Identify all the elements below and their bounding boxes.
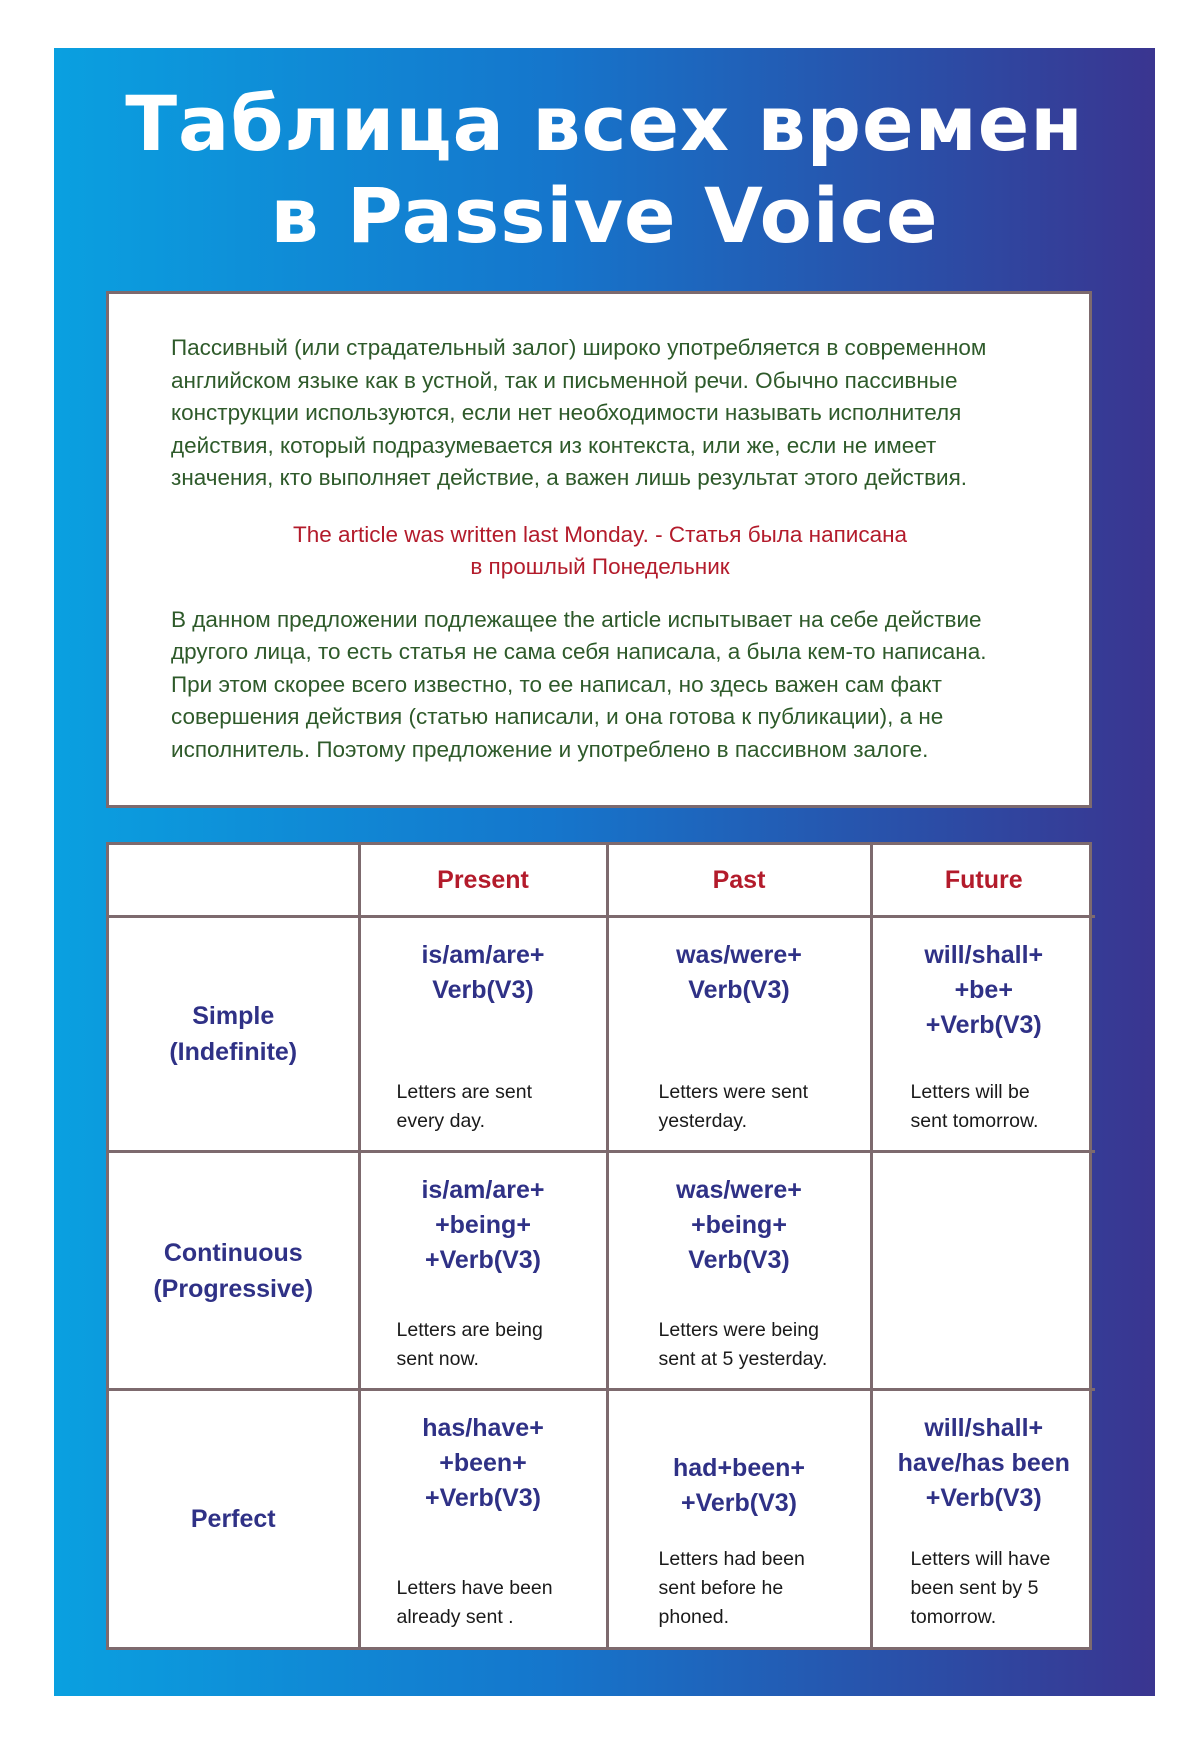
example-line: phoned. xyxy=(658,1605,729,1628)
example-line: sent before he xyxy=(658,1576,784,1599)
formula-line: +been+ xyxy=(439,1449,527,1477)
example-line: already sent . xyxy=(396,1605,514,1628)
cell-simple-present xyxy=(359,917,607,1152)
example xyxy=(397,1078,533,1136)
cell-content xyxy=(361,918,606,1150)
row-label-perfect xyxy=(109,1390,359,1648)
example-line: Letters are sent xyxy=(396,1081,532,1103)
cell-content xyxy=(873,1391,1096,1646)
formula-line: Verb(V3) xyxy=(688,976,790,1004)
formula-line: +being+ xyxy=(691,1211,787,1239)
example xyxy=(659,1316,828,1374)
formula-line: has/have+ xyxy=(422,1414,544,1442)
formula xyxy=(361,1153,606,1278)
example-sentence xyxy=(171,519,1029,584)
example-line: been sent by 5 xyxy=(910,1576,1039,1599)
cell-perfect-present xyxy=(359,1390,607,1648)
formula-line: +Verb(V3) xyxy=(424,1484,542,1512)
cell-simple-past xyxy=(607,917,871,1152)
formula-line: was/were+ xyxy=(676,941,802,969)
cell-content xyxy=(609,1153,870,1388)
example-line: Letters will be xyxy=(910,1081,1030,1103)
formula-line: +Verb(V3) xyxy=(424,1246,542,1274)
formula-line: +be+ xyxy=(954,976,1013,1004)
page-title xyxy=(54,78,1155,262)
title-line-1: Таблица всех времен xyxy=(125,79,1084,168)
tense-table-grid xyxy=(109,845,1095,1647)
tense-table xyxy=(106,842,1092,1650)
example xyxy=(911,1078,1039,1136)
table-row-perfect xyxy=(109,1390,1095,1648)
example-line-1: The article was written last Monday. - Статья была написана xyxy=(292,521,908,547)
intro-paragraph-2: В данном предложении подлежащее the article испытывает на себе действие другого лица, то есть статья не сама себя написала, а была кем-то написана. При этом скорее всего известно, то ее написал, но здесь важен сам факт совершения действия (статью написали, и она готова к публикации), а не исполнитель. Поэтому предложение и употреблено в пассивном залоге. xyxy=(171,606,987,762)
intro-paragraph-1: Пассивный (или страдательный залог) широко употребляется в современном английском языке как в устной, так и письменной речи. Обычно пассивные конструкции используются, если нет необходимости называть исполнителя действия, который подразумевается из контекста, или же, если не имеет значения, кто выполняет действие, а важен лишь результат этого действия. xyxy=(171,335,987,490)
formula xyxy=(873,918,1096,1043)
cell-continuous-past xyxy=(607,1152,871,1390)
row-label-simple xyxy=(109,917,359,1152)
formula-line: was/were+ xyxy=(676,1176,802,1204)
example-line: sent at 5 yesterday. xyxy=(658,1348,828,1370)
example-line: every day. xyxy=(396,1110,486,1132)
formula-line: +Verb(V3) xyxy=(925,1011,1042,1039)
header-past: Past xyxy=(607,845,871,917)
header-present: Present xyxy=(359,845,607,917)
example xyxy=(397,1316,543,1374)
row-label-line: (Indefinite) xyxy=(169,1038,298,1066)
cell-content xyxy=(361,1153,606,1388)
formula-line: Verb(V3) xyxy=(688,1246,790,1274)
cell-perfect-future xyxy=(871,1390,1095,1648)
intro-box xyxy=(106,291,1092,808)
example-line: Letters were sent xyxy=(658,1081,809,1103)
formula xyxy=(361,1391,606,1516)
formula xyxy=(873,1153,1096,1173)
title-line-2: в Passive Voice xyxy=(270,171,939,260)
formula-line: +Verb(V3) xyxy=(680,1489,798,1517)
poster xyxy=(54,48,1155,1696)
cell-continuous-present xyxy=(359,1152,607,1390)
example-line: Letters will have xyxy=(910,1547,1051,1570)
row-label-line: Perfect xyxy=(190,1505,276,1533)
example-line: sent tomorrow. xyxy=(910,1110,1039,1132)
formula-line: is/am/are+ xyxy=(421,941,545,969)
formula-line: will/shall+ xyxy=(924,941,1044,969)
example-line: Letters were being xyxy=(658,1319,819,1341)
cell-content xyxy=(873,918,1096,1150)
cell-content xyxy=(609,1391,870,1646)
example-line-2: в прошлый Понедельник xyxy=(470,554,730,579)
header-future: Future xyxy=(871,845,1095,917)
header-row xyxy=(109,845,1095,917)
formula xyxy=(873,1391,1096,1516)
row-label-line: Continuous xyxy=(163,1238,303,1267)
formula-line: will/shall+ xyxy=(924,1414,1044,1442)
example-line: sent now. xyxy=(396,1348,479,1370)
row-label-line: (Progressive) xyxy=(153,1274,314,1303)
header-corner xyxy=(109,845,359,917)
example xyxy=(659,1545,805,1632)
formula-line: is/am/are+ xyxy=(421,1176,545,1204)
formula-line: +being+ xyxy=(435,1211,531,1239)
formula xyxy=(609,918,870,1008)
example-line: Letters had been xyxy=(658,1547,805,1570)
formula xyxy=(361,918,606,1008)
formula xyxy=(609,1153,870,1278)
example-line: Letters have been xyxy=(396,1576,553,1599)
formula xyxy=(609,1391,870,1521)
formula-line: Verb(V3) xyxy=(432,976,534,1004)
example-line: yesterday. xyxy=(658,1110,748,1132)
cell-content xyxy=(361,1391,606,1646)
formula-line: had+been+ xyxy=(673,1454,805,1482)
table-row-continuous xyxy=(109,1152,1095,1390)
cell-perfect-past xyxy=(607,1390,871,1648)
row-label-line: Simple xyxy=(192,1002,275,1030)
cell-simple-future xyxy=(871,917,1095,1152)
formula-line: +Verb(V3) xyxy=(925,1484,1042,1512)
table-row-simple xyxy=(109,917,1095,1152)
row-label-continuous xyxy=(109,1152,359,1390)
formula-line: have/has been xyxy=(897,1449,1070,1477)
cell-continuous-future xyxy=(871,1152,1095,1390)
example xyxy=(911,1545,1051,1632)
cell-content xyxy=(609,918,870,1150)
cell-content xyxy=(873,1153,1096,1388)
example xyxy=(659,1078,809,1136)
example-line: Letters are being xyxy=(396,1319,543,1341)
example-line: tomorrow. xyxy=(910,1605,997,1628)
example xyxy=(397,1574,553,1632)
